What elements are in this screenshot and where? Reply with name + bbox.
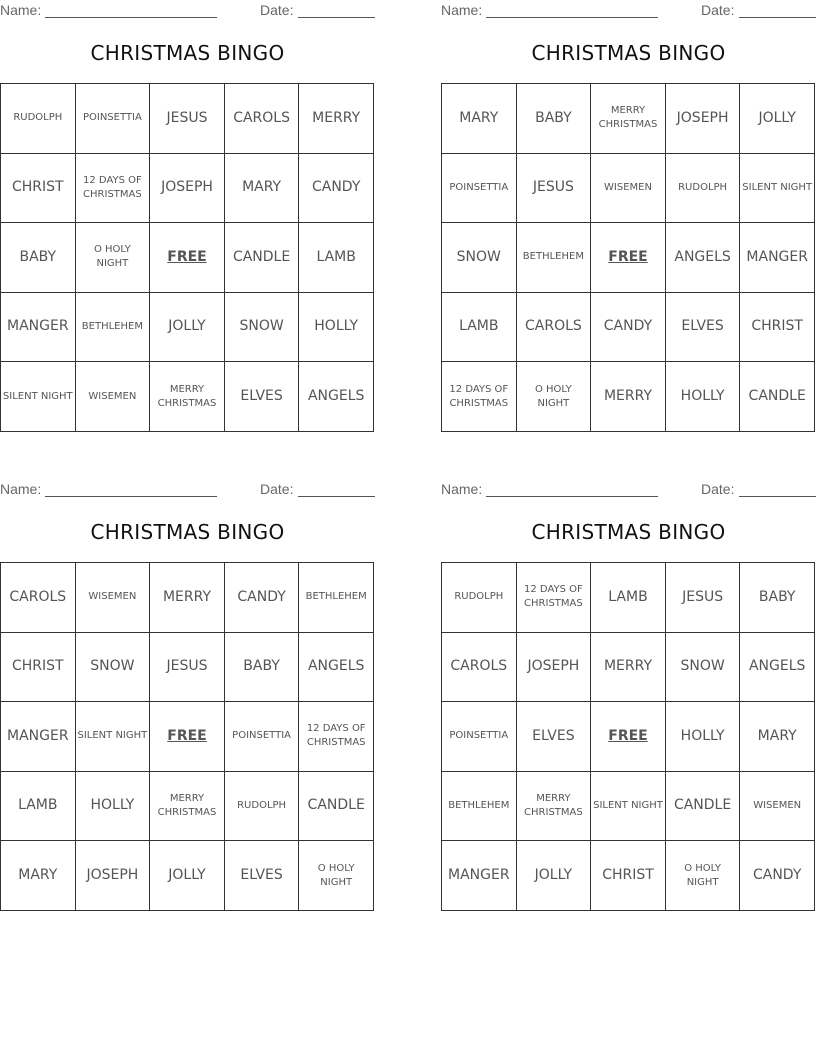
bingo-cell: BABY <box>1 223 76 293</box>
bingo-cell: HOLLY <box>666 702 741 772</box>
bingo-cell: HOLLY <box>76 772 151 842</box>
name-label: Name: <box>441 2 483 18</box>
date-label: Date: <box>701 2 735 18</box>
bingo-cell: JESUS <box>150 84 225 154</box>
name-blank-line <box>45 17 217 18</box>
card-title: CHRISTMAS BINGO <box>90 520 285 544</box>
free-space-cell: FREE <box>591 702 666 772</box>
bingo-cell: POINSETTIA <box>442 702 517 772</box>
bingo-cell: JOSEPH <box>76 841 151 911</box>
bingo-grid <box>0 562 374 911</box>
bingo-cell: MARY <box>740 702 815 772</box>
bingo-cell: RUDOLPH <box>225 772 300 842</box>
bingo-cell: O HOLY NIGHT <box>76 223 151 293</box>
bingo-cell: 12 DAYS OF CHRISTMAS <box>517 563 592 633</box>
bingo-card <box>0 479 375 919</box>
bingo-cell: ELVES <box>666 293 741 363</box>
date-blank-line <box>739 17 816 18</box>
bingo-cell: BETHLEHEM <box>299 563 374 633</box>
date-blank-line <box>298 17 375 18</box>
bingo-cell: JESUS <box>666 563 741 633</box>
bingo-cell: CANDLE <box>225 223 300 293</box>
bingo-cell: MANGER <box>1 293 76 363</box>
bingo-cell: ANGELS <box>299 362 374 432</box>
name-blank-line <box>486 17 658 18</box>
bingo-card <box>441 479 816 919</box>
bingo-cell: WISEMEN <box>76 563 151 633</box>
bingo-cell: SNOW <box>666 633 741 703</box>
name-blank-line <box>45 496 217 497</box>
bingo-cell: O HOLY NIGHT <box>299 841 374 911</box>
bingo-cell: CHRIST <box>1 633 76 703</box>
bingo-cell: MERRY <box>591 633 666 703</box>
name-label: Name: <box>0 2 42 18</box>
bingo-cell: O HOLY NIGHT <box>517 362 592 432</box>
bingo-cell: CANDY <box>591 293 666 363</box>
bingo-cell: SILENT NIGHT <box>1 362 76 432</box>
bingo-cell: BABY <box>740 563 815 633</box>
bingo-grid <box>441 83 815 432</box>
bingo-cell: SILENT NIGHT <box>591 772 666 842</box>
bingo-cell: LAMB <box>1 772 76 842</box>
bingo-cell: CAROLS <box>1 563 76 633</box>
bingo-cell: MARY <box>1 841 76 911</box>
bingo-cell: LAMB <box>591 563 666 633</box>
bingo-grid <box>0 83 374 432</box>
bingo-cell: ELVES <box>517 702 592 772</box>
name-date-row <box>0 481 375 499</box>
bingo-cell: JOSEPH <box>517 633 592 703</box>
bingo-cell: ANGELS <box>299 633 374 703</box>
bingo-cell: JOLLY <box>150 841 225 911</box>
bingo-cell: JESUS <box>150 633 225 703</box>
bingo-cell: SNOW <box>76 633 151 703</box>
name-date-row <box>441 2 816 20</box>
bingo-cell: HOLLY <box>299 293 374 363</box>
bingo-cell: ANGELS <box>740 633 815 703</box>
bingo-cell: WISEMEN <box>740 772 815 842</box>
name-label: Name: <box>441 481 483 497</box>
free-space-cell: FREE <box>150 702 225 772</box>
date-label: Date: <box>701 481 735 497</box>
bingo-card <box>0 0 375 440</box>
bingo-cell: RUDOLPH <box>666 154 741 224</box>
bingo-cell: RUDOLPH <box>442 563 517 633</box>
name-date-row <box>441 481 816 499</box>
bingo-cell: BABY <box>225 633 300 703</box>
name-label: Name: <box>0 481 42 497</box>
bingo-cell: JOSEPH <box>666 84 741 154</box>
bingo-cell: CHRIST <box>1 154 76 224</box>
bingo-cell: MERRY CHRISTMAS <box>591 84 666 154</box>
bingo-cell: JOLLY <box>150 293 225 363</box>
bingo-cell: MERRY CHRISTMAS <box>150 772 225 842</box>
bingo-cell: POINSETTIA <box>442 154 517 224</box>
bingo-cell: SILENT NIGHT <box>76 702 151 772</box>
bingo-cell: CANDLE <box>666 772 741 842</box>
bingo-cell: SILENT NIGHT <box>740 154 815 224</box>
bingo-cell: CANDY <box>225 563 300 633</box>
bingo-grid <box>441 562 815 911</box>
name-blank-line <box>486 496 658 497</box>
bingo-cell: 12 DAYS OF CHRISTMAS <box>299 702 374 772</box>
bingo-cell: CANDLE <box>740 362 815 432</box>
bingo-cell: BETHLEHEM <box>517 223 592 293</box>
bingo-cell: LAMB <box>442 293 517 363</box>
bingo-cell: WISEMEN <box>591 154 666 224</box>
card-title: CHRISTMAS BINGO <box>531 41 726 65</box>
bingo-cell: SNOW <box>442 223 517 293</box>
bingo-cell: RUDOLPH <box>1 84 76 154</box>
date-blank-line <box>298 496 375 497</box>
date-label: Date: <box>260 2 294 18</box>
bingo-cell: MERRY <box>591 362 666 432</box>
bingo-cell: BETHLEHEM <box>442 772 517 842</box>
bingo-cell: ELVES <box>225 841 300 911</box>
name-date-row <box>0 2 375 20</box>
bingo-cell: HOLLY <box>666 362 741 432</box>
bingo-cell: CHRIST <box>740 293 815 363</box>
bingo-cell: POINSETTIA <box>225 702 300 772</box>
bingo-cell: JOLLY <box>517 841 592 911</box>
bingo-cell: MARY <box>225 154 300 224</box>
bingo-cell: POINSETTIA <box>76 84 151 154</box>
date-label: Date: <box>260 481 294 497</box>
bingo-cell: 12 DAYS OF CHRISTMAS <box>76 154 151 224</box>
free-space-cell: FREE <box>591 223 666 293</box>
bingo-cell: 12 DAYS OF CHRISTMAS <box>442 362 517 432</box>
bingo-cell: ELVES <box>225 362 300 432</box>
card-title: CHRISTMAS BINGO <box>90 41 285 65</box>
bingo-cell: MARY <box>442 84 517 154</box>
bingo-cell: CANDLE <box>299 772 374 842</box>
date-blank-line <box>739 496 816 497</box>
bingo-cell: MERRY <box>299 84 374 154</box>
bingo-cell: SNOW <box>225 293 300 363</box>
bingo-cell: ANGELS <box>666 223 741 293</box>
bingo-cell: WISEMEN <box>76 362 151 432</box>
bingo-cell: LAMB <box>299 223 374 293</box>
bingo-cell: JESUS <box>517 154 592 224</box>
bingo-cell: BABY <box>517 84 592 154</box>
bingo-cell: MANGER <box>740 223 815 293</box>
bingo-cell: CANDY <box>299 154 374 224</box>
bingo-card <box>441 0 816 440</box>
bingo-cell: MANGER <box>442 841 517 911</box>
card-title: CHRISTMAS BINGO <box>531 520 726 544</box>
bingo-cell: CAROLS <box>517 293 592 363</box>
bingo-cell: CHRIST <box>591 841 666 911</box>
bingo-cell: O HOLY NIGHT <box>666 841 741 911</box>
bingo-cell: CAROLS <box>442 633 517 703</box>
bingo-cell: CAROLS <box>225 84 300 154</box>
bingo-cell: MERRY CHRISTMAS <box>150 362 225 432</box>
bingo-cell: JOLLY <box>740 84 815 154</box>
bingo-cell: MANGER <box>1 702 76 772</box>
bingo-cell: MERRY CHRISTMAS <box>517 772 592 842</box>
bingo-cell: BETHLEHEM <box>76 293 151 363</box>
bingo-cell: CANDY <box>740 841 815 911</box>
bingo-cell: MERRY <box>150 563 225 633</box>
bingo-cell: JOSEPH <box>150 154 225 224</box>
free-space-cell: FREE <box>150 223 225 293</box>
